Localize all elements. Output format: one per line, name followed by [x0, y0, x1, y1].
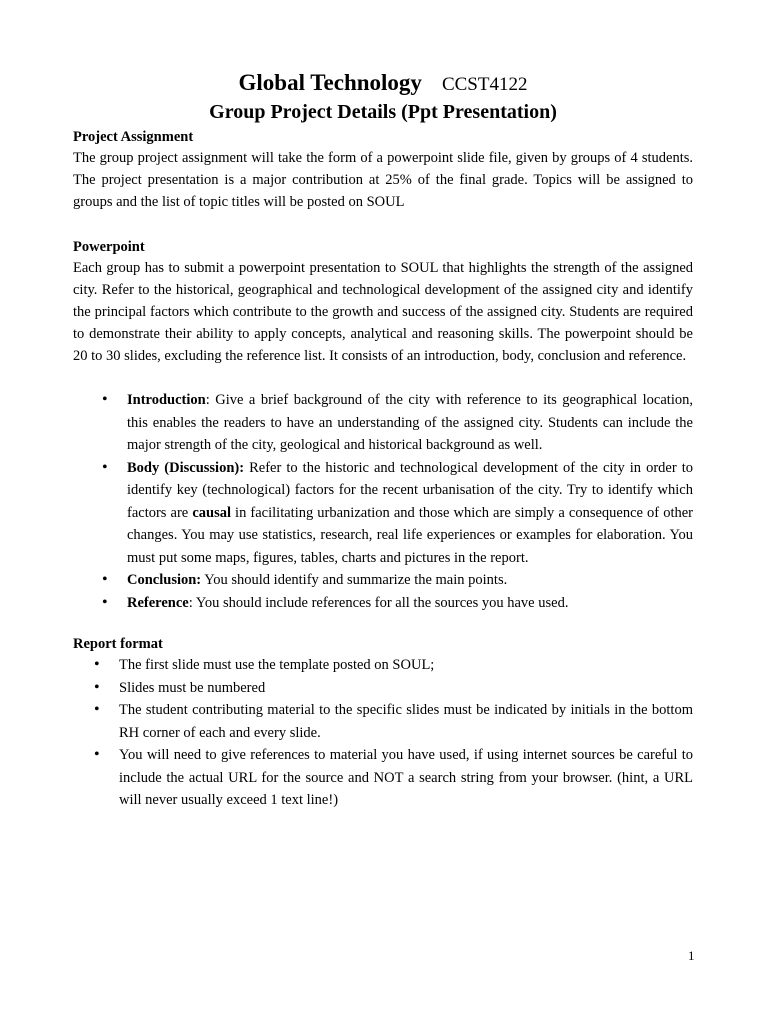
- list-item: • Slides must be numbered: [119, 677, 693, 700]
- document-page: [73, 68, 693, 812]
- section-heading-powerpoint: Powerpoint: [73, 239, 145, 255]
- title-block: [73, 68, 693, 124]
- item-text: in facilitating urbanization and those which are simply a consequence of other changes. You may use statistics, research, real life experiences or examples for elaboration. You must put some maps, figures, tables, charts and pictures in the report.: [127, 504, 693, 566]
- list-item: • The student contributing material to the specific slides must be indicated by initials in the bottom RH corner of each and every slide.: [119, 699, 693, 744]
- powerpoint-sections-list: [73, 389, 693, 614]
- list-item: • You will need to give references to material you have used, if using internet sources be careful to include the actual URL for the source and NOT a search string from your browser. (hint, a URL will never usually exceed 1 text line!): [119, 744, 693, 812]
- powerpoint-paragraph: Each group has to submit a powerpoint presentation to SOUL that highlights the strength of the assigned city. Refer to the historical, geographical and technological development of the assigned city and identify the principal factors which contribute to the growth and success of the assigned city. Students are required to demonstrate their ability to apply concepts, analytical and reasoning skills. The powerpoint should be 20 to 30 slides, excluding the reference list. It consists of an introduction, body, conclusion and reference.: [73, 260, 693, 364]
- item-emphasis: causal: [192, 504, 231, 521]
- item-label: Body (Discussion):: [127, 459, 245, 476]
- page-number: 1: [688, 948, 695, 963]
- project-assignment-paragraph: The group project assignment will take the form of a powerpoint slide file, given by groups of 4 students. The project presentation is a major contribution at 25% of the final grade. Topics will be assigned to groups and the list of topic titles will be posted on SOUL: [73, 150, 693, 210]
- title-line: [73, 68, 693, 100]
- report-format-list: [73, 654, 693, 812]
- course-code: CCST4122: [441, 74, 528, 95]
- list-item-body: [127, 457, 693, 570]
- document-subtitle: Group Project Details (Ppt Presentation): [209, 101, 557, 123]
- item-label: Conclusion:: [127, 572, 202, 588]
- list-item: • The first slide must use the template posted on SOUL;: [119, 654, 693, 677]
- item-text: You should identify and summarize the main points.: [201, 572, 508, 588]
- item-label: Reference: [127, 594, 189, 611]
- item-text: : Give a brief background of the city with reference to its geographical location, this enables the readers to have an understanding of the assigned city. Students can include the major strength of the city, geological and historical background as well.: [127, 392, 693, 453]
- list-item-conclusion: [127, 569, 693, 592]
- item-label: Introduction: [127, 392, 206, 408]
- list-item-introduction: [127, 389, 693, 457]
- item-text: Refer to the historic and technological development of the city in order to identify key (technological) factors for the recent urbanisation of the city. Try to identify which factors are: [127, 459, 693, 521]
- section-heading-project-assignment: Project Assignment: [73, 129, 194, 145]
- section-heading-report-format: Report format: [73, 636, 163, 652]
- list-item-reference: [127, 592, 693, 615]
- document-title: Global Technology: [238, 70, 422, 95]
- item-text: : You should include references for all the sources you have used.: [188, 594, 569, 611]
